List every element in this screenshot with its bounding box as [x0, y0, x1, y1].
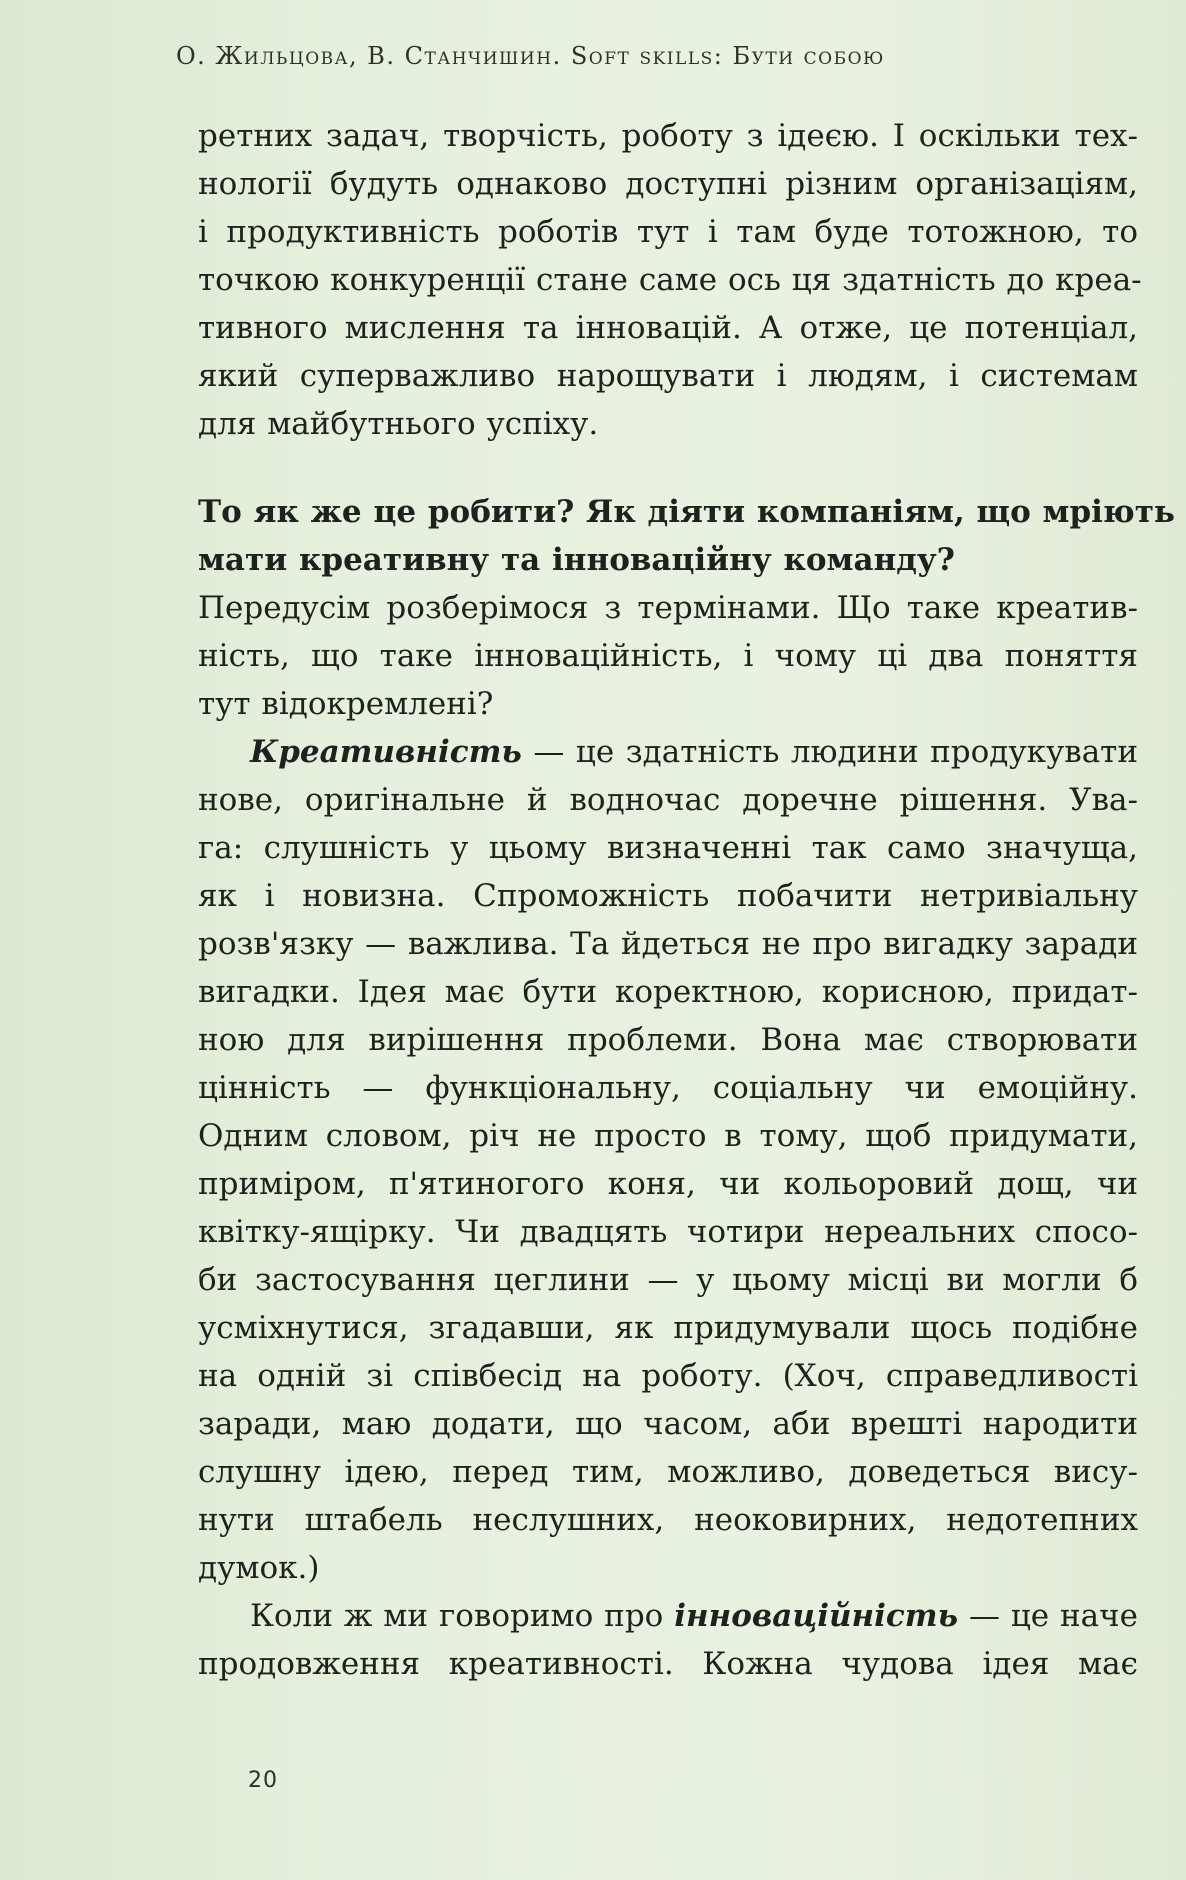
text-span: Коли ж ми говоримо про [250, 1598, 675, 1634]
text-line: усміхнутися, згадавши, як придумували щось подібне [198, 1310, 1138, 1346]
text-line: як і новизна. Спроможність побачити нетривіальну [198, 878, 1138, 914]
text-line: на одній зі співбесід на роботу. (Хоч, справедливості [198, 1358, 1138, 1394]
text-span: — це здатність людини продукувати [521, 734, 1138, 770]
text-line: тивного мислення та інновацій. А отже, це потенціал, [198, 310, 1138, 346]
text-line [198, 1592, 1138, 1640]
text-line: нології будуть однаково доступні різним організаціям, [198, 166, 1138, 202]
text-line: для майбутнього успіху. [198, 406, 599, 442]
text-line: точкою конкуренції стане саме ось ця здатність до креа- [198, 262, 1142, 298]
text-line: і продуктивність роботів тут і там буде тотожною, то [198, 214, 1138, 250]
text-line: ною для вирішення проблеми. Вона має створювати [198, 1022, 1138, 1058]
text-line: продовження креативності. Кожна чудова ідея має [198, 1646, 1138, 1682]
text-line: думок.) [198, 1550, 320, 1586]
text-line [198, 728, 1138, 776]
text-line: цінність — функціональну, соціальну чи емоційну. [198, 1070, 1138, 1106]
text-line: вигадки. Ідея має бути коректною, корисною, придат- [198, 974, 1138, 1010]
text-line: заради, маю додати, що часом, аби врешті народити [198, 1406, 1138, 1442]
text-span: — це наче [958, 1598, 1139, 1634]
text-line: нове, оригінальне й водночас доречне рішення. Ува- [198, 782, 1138, 818]
text-line: би застосування цеглини — у цьому місці ви могли б [198, 1262, 1138, 1298]
text-line: слушну ідею, перед тим, можливо, доведеться вису- [198, 1454, 1138, 1490]
question-heading-line: мати креативну та інноваційну команду? [198, 542, 955, 578]
text-line: Передусім розберімося з термінами. Що таке креатив- [198, 590, 1138, 626]
text-line: ність, що таке інноваційність, і чому ці два поняття [198, 638, 1138, 674]
body-text [198, 112, 1175, 1688]
text-line: приміром, п'ятиногого коня, чи кольоровий дощ, чи [198, 1166, 1138, 1202]
term-creativity: Креативність [250, 734, 522, 770]
text-line: ретних задач, творчість, роботу з ідеєю. І оскільки тех- [198, 118, 1138, 154]
text-line: який суперважливо нарощувати і людям, і системам [198, 358, 1138, 394]
text-line: га: слушність у цьому визначенні так само значуща, [198, 830, 1138, 866]
paragraph-gap [198, 448, 1138, 488]
text-line: квітку-ящірку. Чи двадцять чотири нереальних спосо- [198, 1214, 1138, 1250]
page-number: 20 [248, 1768, 278, 1793]
text-line: нути штабель неслушних, неоковирних, недотепних [198, 1502, 1138, 1538]
question-heading-line: То як же це робити? Як діяти компаніям, що мріють [198, 494, 1175, 530]
text-line: Одним словом, річ не просто в тому, щоб придумати, [198, 1118, 1138, 1154]
text-line: розв'язку — важлива. Та йдеться не про вигадку заради [198, 926, 1138, 962]
running-header: О. Жильцова, В. Станчишин. Soft skills: Бути собою [176, 42, 885, 70]
term-innovativeness: інноваційність [674, 1598, 959, 1634]
text-line: тут відокремлені? [198, 686, 494, 722]
